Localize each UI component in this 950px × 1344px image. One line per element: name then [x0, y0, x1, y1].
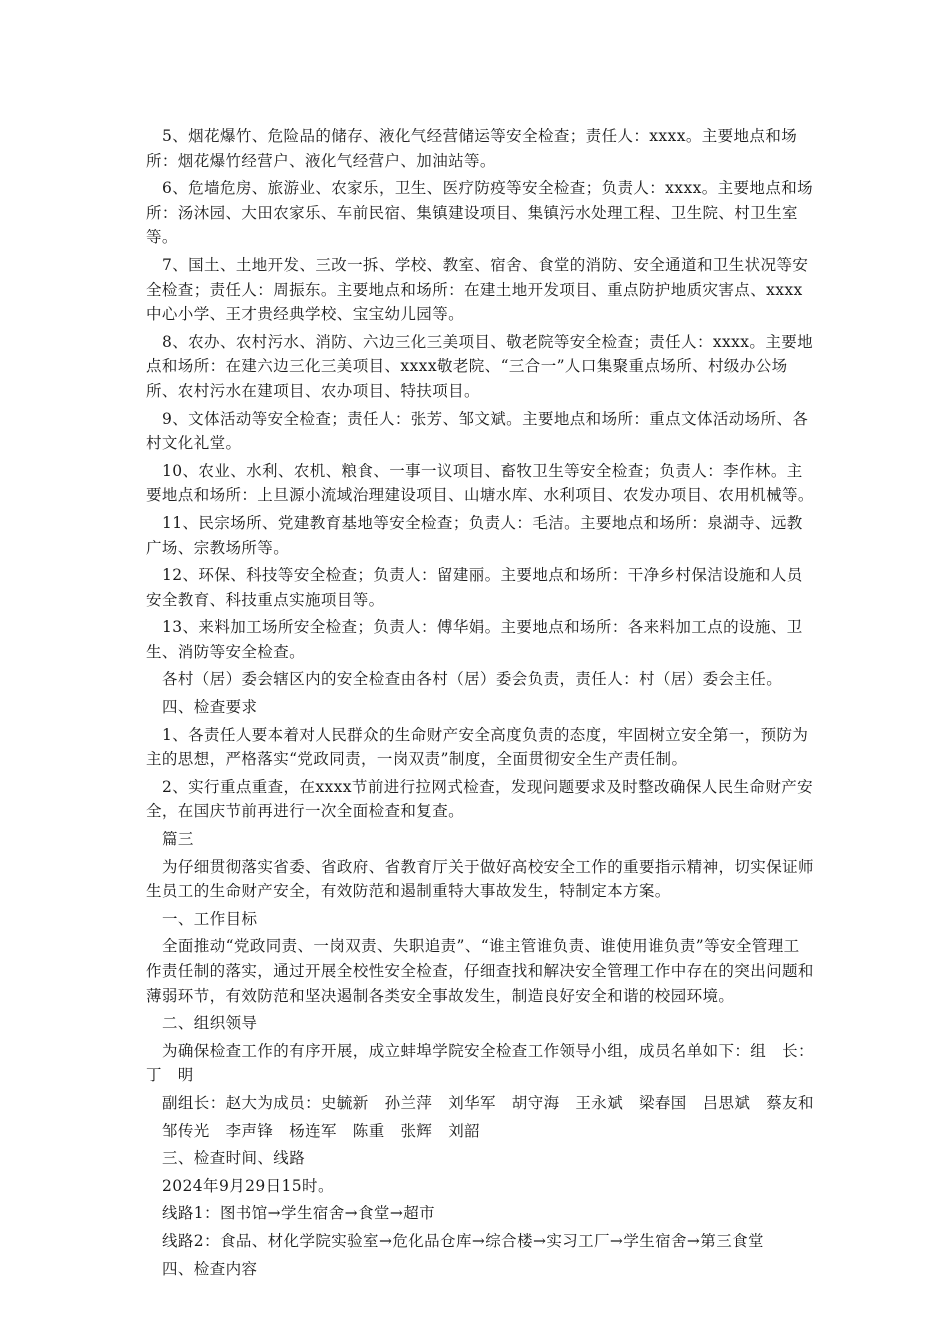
- section-heading-work-goals: 一、工作目标: [162, 909, 258, 928]
- paragraph-item-12: 12、环保、科技等安全检查；负责人：留建丽。主要地点和场所：干净乡村保洁设施和人员安全教育、科技重点实施项目等。: [146, 566, 803, 609]
- paragraph-village-responsibility: 各村（居）委会辖区内的安全检查由各村（居）委会负责，责任人：村（居）委会主任。: [162, 670, 783, 689]
- paragraph-item-13: 13、来料加工场所安全检查；负责人：傅华娟。主要地点和场所：各来料加工点的设施、卫生、消防等安全检查。: [146, 618, 803, 661]
- organization-paragraph: 为确保检查工作的有序开展，成立蚌埠学院安全检查工作领导小组，成员名单如下：组 长：丁 明: [146, 1041, 814, 1085]
- paragraph-item-11: 11、民宗场所、党建教育基地等安全检查；负责人：毛洁。主要地点和场所：泉湖寺、远教广场、宗教场所等。: [146, 513, 803, 557]
- section-heading-inspection-content: 四、检查内容: [162, 1259, 258, 1278]
- members-continued: 邹传光 李声锋 杨连军 陈重 张辉 刘韶: [162, 1121, 481, 1140]
- document-body: [146, 124, 814, 1284]
- section-heading-inspection-requirements: 四、检查要求: [162, 698, 258, 717]
- inspection-time: 2024年9月29日15时。: [162, 1176, 334, 1195]
- paragraph-item-7: 7、国土、土地开发、三改一拆、学校、教室、宿舍、食堂的消防、安全通道和卫生状况等安全检查；责任人：周振东。主要地点和场所：在建土地开发项目、重点防护地质灾害点、xxxx中心小学、王才贵经典学校、宝宝幼儿园等。: [146, 255, 809, 324]
- paragraph-item-8: 8、农办、农村污水、消防、六边三化三美项目、敬老院等安全检查；责任人：xxxx。主要地点和场所：在建六边三化三美项目、xxxx敬老院、“三合一”人口集聚重点场所、村级办公场所、农村污水在建项目、农办项目、特扶项目。: [146, 332, 814, 400]
- route-2: 线路2：食品、材化学院实验室→危化品仓库→综合楼→实习工厂→学生宿舍→第三食堂: [162, 1231, 764, 1250]
- intro-paragraph: 为仔细贯彻落实省委、省政府、省教育厅关于做好高校安全工作的重要指示精神，切实保证师生员工的生命财产安全，有效防范和遏制重特大事故发生，特制定本方案。: [146, 857, 814, 901]
- route-1: 线路1：图书馆→学生宿舍→食堂→超市: [162, 1204, 436, 1223]
- requirement-item-2: 2、实行重点重查，在xxxx节前进行拉网式检查，发现问题要求及时整改确保人民生命财产安全，在国庆节前再进行一次全面检查和复查。: [146, 777, 814, 821]
- work-goals-paragraph: 全面推动“党政同责、一岗双责、失职追责”、“谁主管谁负责、谁使用谁负责”等安全管理工作责任制的落实，通过开展全校性安全检查，仔细查找和解决安全管理工作中存在的突出问题和薄弱环节，有效防范和坚决遏制各类安全事故发生，制造良好安全和谐的校园环境。: [146, 937, 814, 1005]
- section-heading-time-route: 三、检查时间、线路: [162, 1149, 306, 1168]
- paragraph-item-10: 10、农业、水利、农机、粮食、一事一议项目、畜牧卫生等安全检查；负责人：李作林。主要地点和场所：上旦源小流域治理建设项目、山塘水库、水利项目、农发办项目、农用机械等。: [146, 461, 814, 505]
- requirement-item-1: 1、各责任人要本着对人民群众的生命财产安全高度负责的态度，牢固树立安全第一，预防为主的思想，严格落实“党政同责，一岗双责”制度，全面贯彻安全生产责任制。: [146, 725, 809, 769]
- deputy-leaders-members: 副组长：赵大为成员：史毓新 孙兰萍 刘华军 胡守海 王永斌 梁春国 吕思斌 蔡友和: [162, 1093, 814, 1112]
- paragraph-item-5: 5、烟花爆竹、危险品的储存、液化气经营储运等安全检查；责任人：xxxx。主要地点和场所：烟花爆竹经营户、液化气经营户、加油站等。: [146, 127, 798, 170]
- section-heading-organization: 二、组织领导: [162, 1014, 258, 1033]
- paragraph-item-6: 6、危墙危房、旅游业、农家乐，卫生、医疗防疫等安全检查；负责人：xxxx。主要地点和场所：汤沐园、大田农家乐、车前民宿、集镇建设项目、集镇污水处理工程、卫生院、村卫生室等。: [146, 179, 814, 247]
- paragraph-item-9: 9、文体活动等安全检查；责任人：张芳、邹文斌。主要地点和场所：重点文体活动场所、各村文化礼堂。: [146, 409, 809, 453]
- part-three-heading: 篇三: [162, 830, 194, 849]
